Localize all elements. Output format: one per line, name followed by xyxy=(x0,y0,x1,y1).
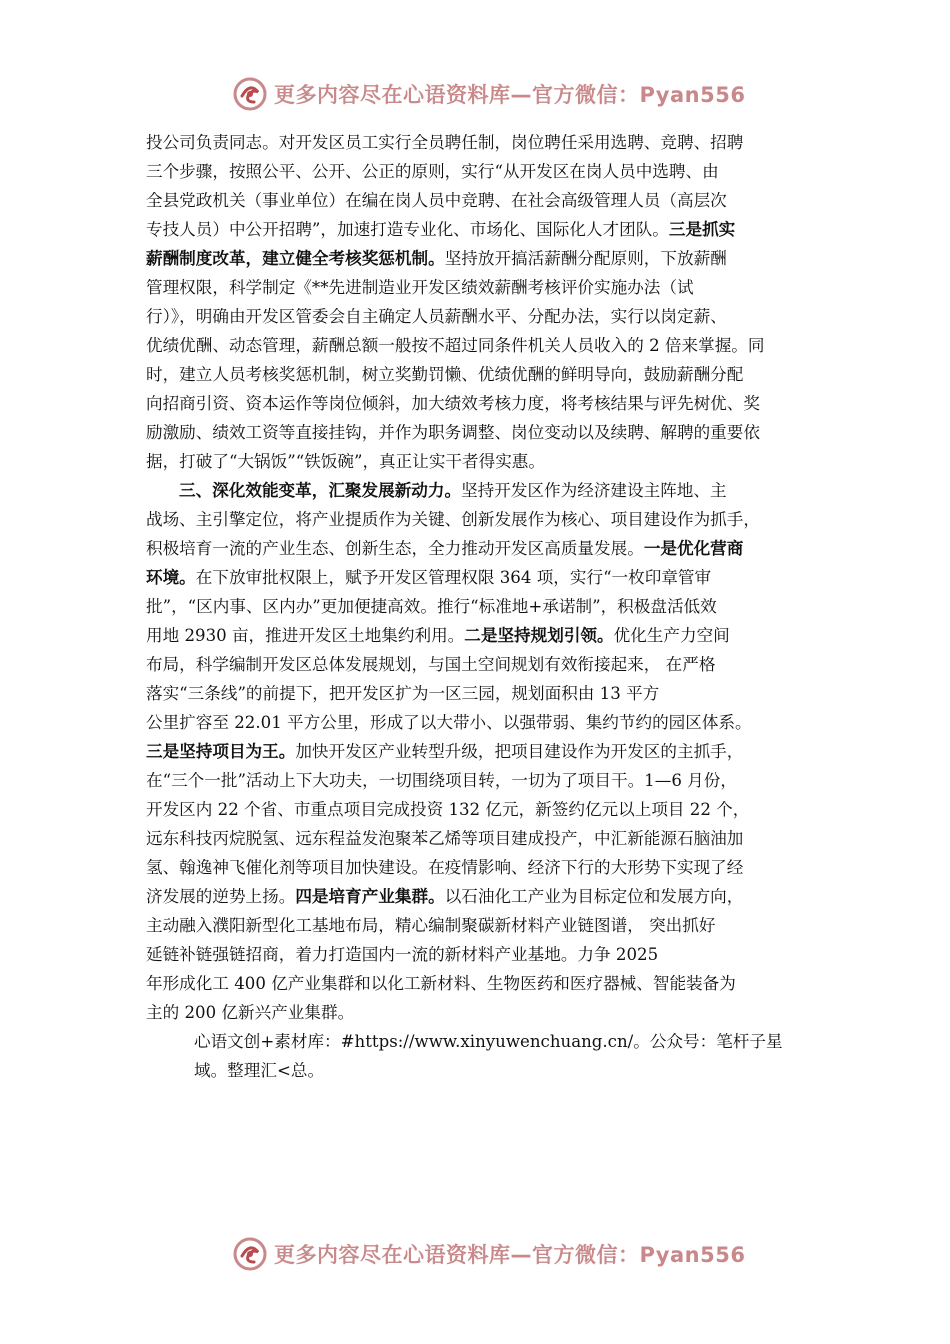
footnote-line xyxy=(146,1027,818,1056)
text-segment: 批”，“区内事、区内办”更加便捷高效。推行“标准地+承诺制”，积极盘活低效 xyxy=(146,597,717,616)
text-segment: 氢、翰逸神飞催化剂等项目加快建设。在疫情影响、经济下行的大形势下实现了经 xyxy=(146,858,744,877)
document-body xyxy=(146,128,818,1085)
text-segment: 在“三个一批”活动上下大功夫，一切围绕项目转，一切为了项目干。1—6 月份， xyxy=(146,771,737,790)
text-line xyxy=(146,389,818,418)
rose-logo-icon xyxy=(232,76,268,112)
text-line xyxy=(146,679,818,708)
footnote-line xyxy=(146,1056,818,1085)
text-segment: 坚持放开搞活薪酬分配原则，下放薪酬 xyxy=(444,249,727,268)
header-watermark-banner xyxy=(232,74,745,114)
text-line xyxy=(146,157,818,186)
text-line xyxy=(146,940,818,969)
bold-heading-segment: 二是坚持规划引领。 xyxy=(464,625,614,645)
text-segment: 济发展的逆势上扬。 xyxy=(146,887,296,906)
text-segment: 向招商引资、资本运作等岗位倾斜，加大绩效考核力度，将考核结果与评先树优、奖 xyxy=(146,394,760,413)
text-line xyxy=(146,476,818,505)
text-line xyxy=(146,244,818,273)
text-segment: 行）》，明确由开发区管委会自主确定人员薪酬水平、分配办法，实行以岗定薪、 xyxy=(146,307,727,326)
text-line xyxy=(146,505,818,534)
text-segment: 全县党政机关（事业单位）在编在岗人员中竞聘、在社会高级管理人员（高层次 xyxy=(146,191,727,210)
text-line xyxy=(146,331,818,360)
text-segment: 加快开发区产业转型升级，把项目建设作为开发区的主抓手， xyxy=(295,742,744,761)
text-segment: 在下放审批权限上，赋予开发区管理权限 364 项，实行“一枚印章管审 xyxy=(195,568,712,587)
bold-heading-segment: 三是坚持项目为王。 xyxy=(146,741,296,761)
bold-heading-segment: 三、深化效能变革，汇聚发展新动力。 xyxy=(179,480,462,500)
text-line xyxy=(146,853,818,882)
text-segment: 三个步骤，按照公平、公开、公正的原则，实行“从开发区在岗人员中选聘、由 xyxy=(146,162,719,181)
text-segment: 以石油化工产业为目标定位和发展方向， xyxy=(444,887,744,906)
text-line xyxy=(146,273,818,302)
text-segment: 时，建立人员考核奖惩机制，树立奖勤罚懒、优绩优酬的鲜明导向，鼓励薪酬分配 xyxy=(146,365,744,384)
text-segment: 投公司负责同志。对开发区员工实行全员聘任制，岗位聘任采用选聘、竞聘、招聘 xyxy=(146,133,744,152)
text-segment: 管理权限，科学制定《**先进制造业开发区绩效薪酬考核评价实施办法（试 xyxy=(146,278,694,297)
text-segment: 延链补链强链招商，着力打造国内一流的新材料产业基地。力争 2025 xyxy=(146,945,659,964)
text-segment: 远东科技丙烷脱氢、远东程益发泡聚苯乙烯等项目建成投产，中汇新能源石脑油加 xyxy=(146,829,744,848)
text-segment: 开发区内 22 个省、市重点项目完成投资 132 亿元，新签约亿元以上项目 22 个， xyxy=(146,800,750,819)
text-line xyxy=(146,969,818,998)
bold-heading-segment: 三是抓实 xyxy=(668,219,736,239)
text-segment: 用地 2930 亩，推进开发区土地集约利用。 xyxy=(146,626,465,645)
text-segment: 主动融入濮阳新型化工基地布局，精心编制聚碳新材料产业链图谱， 突出抓好 xyxy=(146,916,716,935)
text-segment: 公里扩容至 22.01 平方公里，形成了以大带小、以强带弱、集约节约的园区体系。 xyxy=(146,713,752,732)
text-line xyxy=(146,766,818,795)
text-line xyxy=(146,650,818,679)
text-line xyxy=(146,795,818,824)
text-segment: 坚持开发区作为经济建设主阵地、主 xyxy=(461,481,727,500)
text-line xyxy=(146,302,818,331)
text-line xyxy=(146,418,818,447)
text-line xyxy=(146,824,818,853)
text-line xyxy=(146,128,818,157)
text-segment: 据，打破了“大锅饭”“铁饭碗”，真正让实干者得实惠。 xyxy=(146,452,545,471)
text-segment: 战场、主引擎定位，将产业提质作为关键、创新发展作为核心、项目建设作为抓手， xyxy=(146,510,760,529)
text-segment: 心语文创+素材库：#https://www.xinyuwenchuang.cn/。公众号：笔杆子星 xyxy=(194,1032,783,1051)
text-line xyxy=(146,592,818,621)
text-line xyxy=(146,621,818,650)
text-segment: 优化生产力空间 xyxy=(613,626,730,645)
text-segment: 域。整理汇<总。 xyxy=(194,1061,325,1080)
text-line xyxy=(146,998,818,1027)
bold-heading-segment: 一是优化营商 xyxy=(643,538,744,558)
footer-watermark-banner xyxy=(232,1234,745,1274)
text-segment: 布局，科学编制开发区总体发展规划，与国土空间规划有效衔接起来， 在严格 xyxy=(146,655,716,674)
text-line xyxy=(146,534,818,563)
text-segment: 年形成化工 400 亿产业集群和以化工新材料、生物医药和医疗器械、智能装备为 xyxy=(146,974,736,993)
text-line xyxy=(146,737,818,766)
text-line xyxy=(146,360,818,389)
text-line xyxy=(146,882,818,911)
text-segment: 优绩优酬、动态管理，薪酬总额一般按不超过同条件机关人员收入的 2 倍来掌握。同 xyxy=(146,336,765,355)
bold-heading-segment: 薪酬制度改革，建立健全考核奖惩机制。 xyxy=(146,248,445,268)
text-line xyxy=(146,215,818,244)
text-line xyxy=(146,447,818,476)
text-segment: 积极培育一流的产业生态、创新生态，全力推动开发区高质量发展。 xyxy=(146,539,644,558)
text-line xyxy=(146,708,818,737)
text-segment: 励激励、绩效工资等直接挂钩，并作为职务调整、岗位变动以及续聘、解聘的重要依 xyxy=(146,423,760,442)
bold-heading-segment: 环境。 xyxy=(146,567,196,587)
footer-watermark-text: 更多内容尽在心语资料库—官方微信：Pyan556 xyxy=(274,1243,746,1267)
header-watermark-text: 更多内容尽在心语资料库—官方微信：Pyan556 xyxy=(274,83,746,107)
text-line xyxy=(146,911,818,940)
bold-heading-segment: 四是培育产业集群。 xyxy=(295,886,445,906)
rose-logo-icon xyxy=(232,1236,268,1272)
text-segment: 落实“三条线”的前提下，把开发区扩为一区三园，规划面积由 13 平方 xyxy=(146,684,660,703)
text-line xyxy=(146,563,818,592)
text-line xyxy=(146,186,818,215)
text-segment: 主的 200 亿新兴产业集群。 xyxy=(146,1003,355,1022)
text-segment: 专技人员）中公开招聘”，加速打造专业化、市场化、国际化人才团队。 xyxy=(146,220,669,239)
